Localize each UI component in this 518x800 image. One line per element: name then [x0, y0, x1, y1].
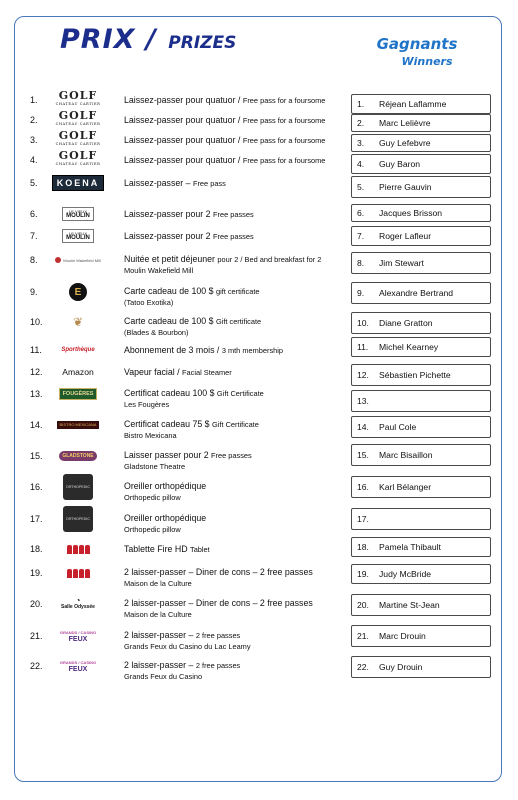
prize-number: 14.: [30, 420, 43, 430]
winner-number: 7.: [357, 231, 365, 241]
bistro-mexicana-logo: BISTRO MEXICANA: [57, 421, 100, 430]
winner-box: [351, 176, 491, 198]
prize-text-fr: Laisser passer pour 2: [124, 450, 212, 460]
winner-number: 15.: [357, 450, 369, 460]
winner-box: [351, 364, 491, 386]
golf-chateau-cartier-logo: GOLF CHATEAU CARTIER: [55, 129, 101, 146]
prize-number: 17.: [30, 514, 43, 524]
winner-box: [351, 134, 491, 152]
winner-name: Guy Baron: [379, 159, 421, 169]
les-fougeres-logo: FOUGÈRES: [59, 388, 98, 400]
winner-name: Roger Lafleur: [379, 231, 432, 241]
prize-logo: [54, 539, 102, 559]
winner-number: 5.: [357, 182, 365, 192]
moulin-wakefield-logo: Moulin Wakefield Mill: [55, 257, 100, 263]
maison-culture-logo: [67, 545, 90, 554]
winner-name: Pamela Thibault: [379, 542, 441, 552]
prize-text-fr: Laissez-passer pour quatuor /: [124, 155, 243, 165]
prize-venue: Les Fougères: [124, 400, 170, 409]
prize-logo: [54, 226, 102, 246]
prize-description: [124, 178, 346, 189]
prize-number: 4.: [30, 155, 38, 165]
prize-description: [124, 513, 346, 535]
prize-text-fr: Tablette Fire HD: [124, 544, 190, 554]
winner-name: Diane Gratton: [379, 318, 433, 328]
prize-number: 7.: [30, 231, 38, 241]
prize-text-fr: Laissez-passer –: [124, 178, 193, 188]
winner-box: [351, 252, 491, 274]
prize-number: 10.: [30, 317, 43, 327]
vieux-moulin-logo: LE VIEUX MOULIN: [62, 207, 94, 221]
winner-number: 19.: [357, 569, 369, 579]
amazon-label: Amazon: [62, 367, 94, 377]
prize-logo: [54, 110, 102, 130]
salle-odyssee-logo: ◔ Salle Odyssée: [61, 596, 95, 610]
winner-number: 4.: [357, 159, 365, 169]
prize-text-fr: Carte cadeau de 100 $: [124, 316, 216, 326]
prize-description: [124, 286, 346, 308]
winner-box: [351, 625, 491, 647]
prize-number: 5.: [30, 178, 38, 188]
winner-name: Martine St-Jean: [379, 600, 440, 610]
prize-description: [124, 598, 346, 620]
prize-venue: Grands Feux du Casino du Lac Leamy: [124, 642, 251, 651]
winner-number: 16.: [357, 482, 369, 492]
prize-logo: [54, 384, 102, 404]
prize-number: 16.: [30, 482, 43, 492]
prize-text-fr: Nuitée et petit déjeuner: [124, 254, 218, 264]
prize-text-fr: Laissez-passer pour 2: [124, 231, 213, 241]
winners-heading-en: Winners: [401, 55, 453, 68]
prize-description: [124, 155, 346, 166]
prize-number: 8.: [30, 255, 38, 265]
prize-text-fr: 2 laisser-passer –: [124, 630, 196, 640]
prize-text-fr: 2 laisser-passer – Diner de cons – 2 free passes: [124, 567, 313, 577]
winner-number: 1.: [357, 99, 365, 109]
winner-name: Guy Lefebvre: [379, 138, 431, 148]
title-sub: PRIZES: [168, 33, 237, 53]
winner-name: Marc Drouin: [379, 631, 426, 641]
prize-venue: (Tatoo Exotika): [124, 298, 174, 307]
prize-description: [124, 95, 346, 106]
prize-number: 1.: [30, 95, 38, 105]
winner-box: [351, 564, 491, 584]
prize-text-fr: Laissez-passer pour 2: [124, 209, 213, 219]
winner-number: 21.: [357, 631, 369, 641]
dot-icon: [55, 257, 61, 263]
winner-name: Marc Bisaillon: [379, 450, 433, 460]
prize-venue: (Blades & Bourbon): [124, 328, 189, 337]
winner-box: [351, 337, 491, 357]
prize-description: [124, 316, 346, 338]
winner-box: [351, 444, 491, 466]
golf-chateau-cartier-logo: GOLF CHATEAU CARTIER: [55, 149, 101, 166]
winner-box: [351, 537, 491, 557]
winner-number: 20.: [357, 600, 369, 610]
prize-logo: [54, 594, 102, 614]
winner-box: [351, 154, 491, 174]
prize-text-en: pour 2 / Bed and breakfast for 2: [217, 255, 322, 264]
circle-icon: ◔: [75, 596, 81, 605]
winner-number: 11.: [357, 342, 369, 352]
winners-heading: [352, 35, 482, 68]
grands-feux-logo: GRANDS / CASINO FEUX: [59, 630, 97, 643]
winner-number: 17.: [357, 514, 369, 524]
prize-description: [124, 544, 346, 555]
prize-text-fr: 2 laisser-passer – Diner de cons – 2 free passes: [124, 598, 313, 608]
prize-logo: [54, 415, 102, 435]
prize-text-en: Free pass for a foursome: [242, 96, 326, 105]
winner-box: [351, 508, 491, 530]
winner-box: [351, 114, 491, 132]
winner-number: 8.: [357, 258, 365, 268]
koena-logo: KOENA: [52, 175, 105, 191]
winner-name: Réjean Laflamme: [379, 99, 447, 109]
prize-description: [124, 450, 346, 472]
prize-description: [124, 388, 346, 410]
winner-box: [351, 416, 491, 438]
prize-text-fr: Certificat cadeau 75 $: [124, 419, 213, 429]
winner-number: 13.: [357, 396, 369, 406]
winner-number: 12.: [357, 370, 369, 380]
prize-text-fr: Certificat cadeau 100 $: [124, 388, 217, 398]
prize-text-en: 2 free passes: [195, 661, 241, 670]
prize-number: 20.: [30, 599, 43, 609]
prize-logo: [54, 150, 102, 170]
prize-venue: Maison de la Culture: [124, 610, 192, 619]
prize-description: [124, 567, 346, 589]
vieux-moulin-logo: LE VIEUX MOULIN: [62, 229, 94, 243]
prize-text-fr: Oreiller orthopédique: [124, 513, 207, 523]
prize-number: 9.: [30, 287, 38, 297]
winner-name: Paul Cole: [379, 422, 417, 432]
prize-text-fr: Abonnement de 3 mois /: [124, 345, 222, 355]
prize-text-en: 2 free passes: [195, 631, 241, 640]
prize-description: [124, 481, 346, 503]
prize-venue: Maison de la Culture: [124, 579, 192, 588]
winner-number: 22.: [357, 662, 369, 672]
grands-feux-logo: GRANDS / CASINO FEUX: [59, 660, 97, 673]
blades-bourbon-logo: ❦: [72, 315, 84, 329]
winners-heading-fr: Gagnants: [376, 35, 458, 53]
winner-number: 9.: [357, 288, 365, 298]
prize-text-fr: Laissez-passer pour quatuor /: [124, 95, 243, 105]
prize-text-en: Free passes: [211, 451, 252, 460]
prize-text-en: Free passes: [213, 210, 254, 219]
prize-logo: [54, 362, 102, 382]
golf-chateau-cartier-logo: GOLF CHATEAU CARTIER: [55, 89, 101, 106]
winner-name: Jacques Brisson: [379, 208, 443, 218]
winner-number: 10.: [357, 318, 369, 328]
winner-name: Pierre Gauvin: [379, 182, 432, 192]
prize-venue: Grands Feux du Casino: [124, 672, 203, 681]
sportheque-logo: Sporthèque: [61, 347, 95, 353]
prize-text-en: Gift certificate: [215, 317, 262, 326]
page-title: [60, 24, 236, 55]
prize-number: 15.: [30, 451, 43, 461]
winner-box: [351, 94, 491, 114]
prize-text-en: gift certificate: [215, 287, 260, 296]
prize-text-en: Facial Steamer: [182, 368, 232, 377]
winner-name: Judy McBride: [379, 569, 432, 579]
prize-description: [124, 209, 346, 220]
winner-number: 14.: [357, 422, 369, 432]
prize-number: 2.: [30, 115, 38, 125]
prize-logo: [54, 626, 102, 646]
prize-text-en: 3 mth membership: [221, 346, 284, 355]
winner-box: [351, 656, 491, 678]
prize-number: 12.: [30, 367, 43, 377]
winner-name: Michel Kearney: [379, 342, 439, 352]
prize-number: 18.: [30, 544, 43, 554]
prize-text-en: Free pass: [192, 179, 226, 188]
prize-venue: Moulin Wakefield Mill: [124, 266, 194, 275]
prize-text-fr: Carte cadeau de 100 $: [124, 286, 216, 296]
prize-logo: [54, 563, 102, 583]
golf-chateau-cartier-logo: GOLF CHATEAU CARTIER: [55, 109, 101, 126]
prize-description: [124, 345, 346, 356]
prize-logo: [54, 477, 102, 497]
winner-name: Alexandre Bertrand: [379, 288, 454, 298]
prize-text-fr: Oreiller orthopédique: [124, 481, 207, 491]
winner-box: [351, 312, 491, 334]
winner-name: Marc Lelièvre: [379, 118, 431, 128]
winner-number: 3.: [357, 138, 365, 148]
prize-logo: [54, 446, 102, 466]
winner-number: 2.: [357, 118, 365, 128]
prize-description: [124, 630, 346, 652]
prize-number: 22.: [30, 661, 43, 671]
prize-number: 3.: [30, 135, 38, 145]
winner-box: [351, 282, 491, 304]
prize-text-fr: Laissez-passer pour quatuor /: [124, 115, 243, 125]
winner-number: 6.: [357, 208, 365, 218]
prize-number: 21.: [30, 631, 43, 641]
prize-text-fr: Vapeur facial /: [124, 367, 183, 377]
prize-description: [124, 660, 346, 682]
tatoo-exotika-logo: E: [69, 283, 87, 301]
winner-name: Guy Drouin: [379, 662, 423, 672]
winner-name: Jim Stewart: [379, 258, 424, 268]
winner-box: [351, 204, 491, 222]
prize-text-en: Free passes: [213, 232, 254, 241]
prize-venue: Gladstone Theatre: [124, 462, 186, 471]
gladstone-logo: GLADSTONE: [59, 451, 96, 461]
prize-venue: Orthopedic pillow: [124, 525, 181, 534]
prize-logo: [54, 90, 102, 110]
prize-number: 6.: [30, 209, 38, 219]
prize-text-en: Tablet: [190, 545, 210, 554]
prize-logo: [54, 250, 102, 270]
prize-text-fr: 2 laisser-passer –: [124, 660, 196, 670]
prize-text-en: Free pass for a foursome: [242, 136, 326, 145]
prize-text-fr: Laissez-passer pour quatuor /: [124, 135, 243, 145]
prize-logo: [54, 509, 102, 529]
prize-description: [124, 115, 346, 126]
prize-logo: [54, 130, 102, 150]
prize-logo: [54, 312, 102, 332]
prize-description: [124, 367, 346, 378]
prize-venue: Orthopedic pillow: [124, 493, 181, 502]
prize-text-en: Gift Certificate: [216, 389, 264, 398]
winner-box: [351, 226, 491, 246]
winner-box: [351, 390, 491, 412]
winner-name: Karl Bélanger: [379, 482, 432, 492]
prize-text-en: Gift Certificate: [212, 420, 259, 429]
prize-number: 13.: [30, 389, 43, 399]
orthopedic-pillow-logo: ORTHOPEDIC: [63, 506, 93, 532]
prize-logo: [54, 282, 102, 302]
prize-logo: [54, 204, 102, 224]
title-main: PRIX /: [60, 24, 157, 55]
winner-box: [351, 476, 491, 498]
prize-description: [124, 135, 346, 146]
maison-culture-logo: [67, 569, 90, 578]
prize-description: [124, 419, 346, 441]
prize-number: 19.: [30, 568, 43, 578]
orthopedic-pillow-logo: ORTHOPEDIC: [63, 474, 93, 500]
prize-logo: [54, 656, 102, 676]
prize-text-en: Free pass for a foursome: [242, 116, 326, 125]
winner-number: 18.: [357, 542, 369, 552]
prize-venue: Bistro Mexicana: [124, 431, 177, 440]
winner-name: Sébastien Pichette: [379, 370, 451, 380]
winner-box: [351, 594, 491, 616]
prize-description: [124, 254, 346, 276]
prize-text-en: Free pass for a foursome: [242, 156, 326, 165]
prize-number: 11.: [30, 345, 42, 355]
prize-logo: [54, 173, 102, 193]
prize-description: [124, 231, 346, 242]
prize-logo: [54, 340, 102, 360]
